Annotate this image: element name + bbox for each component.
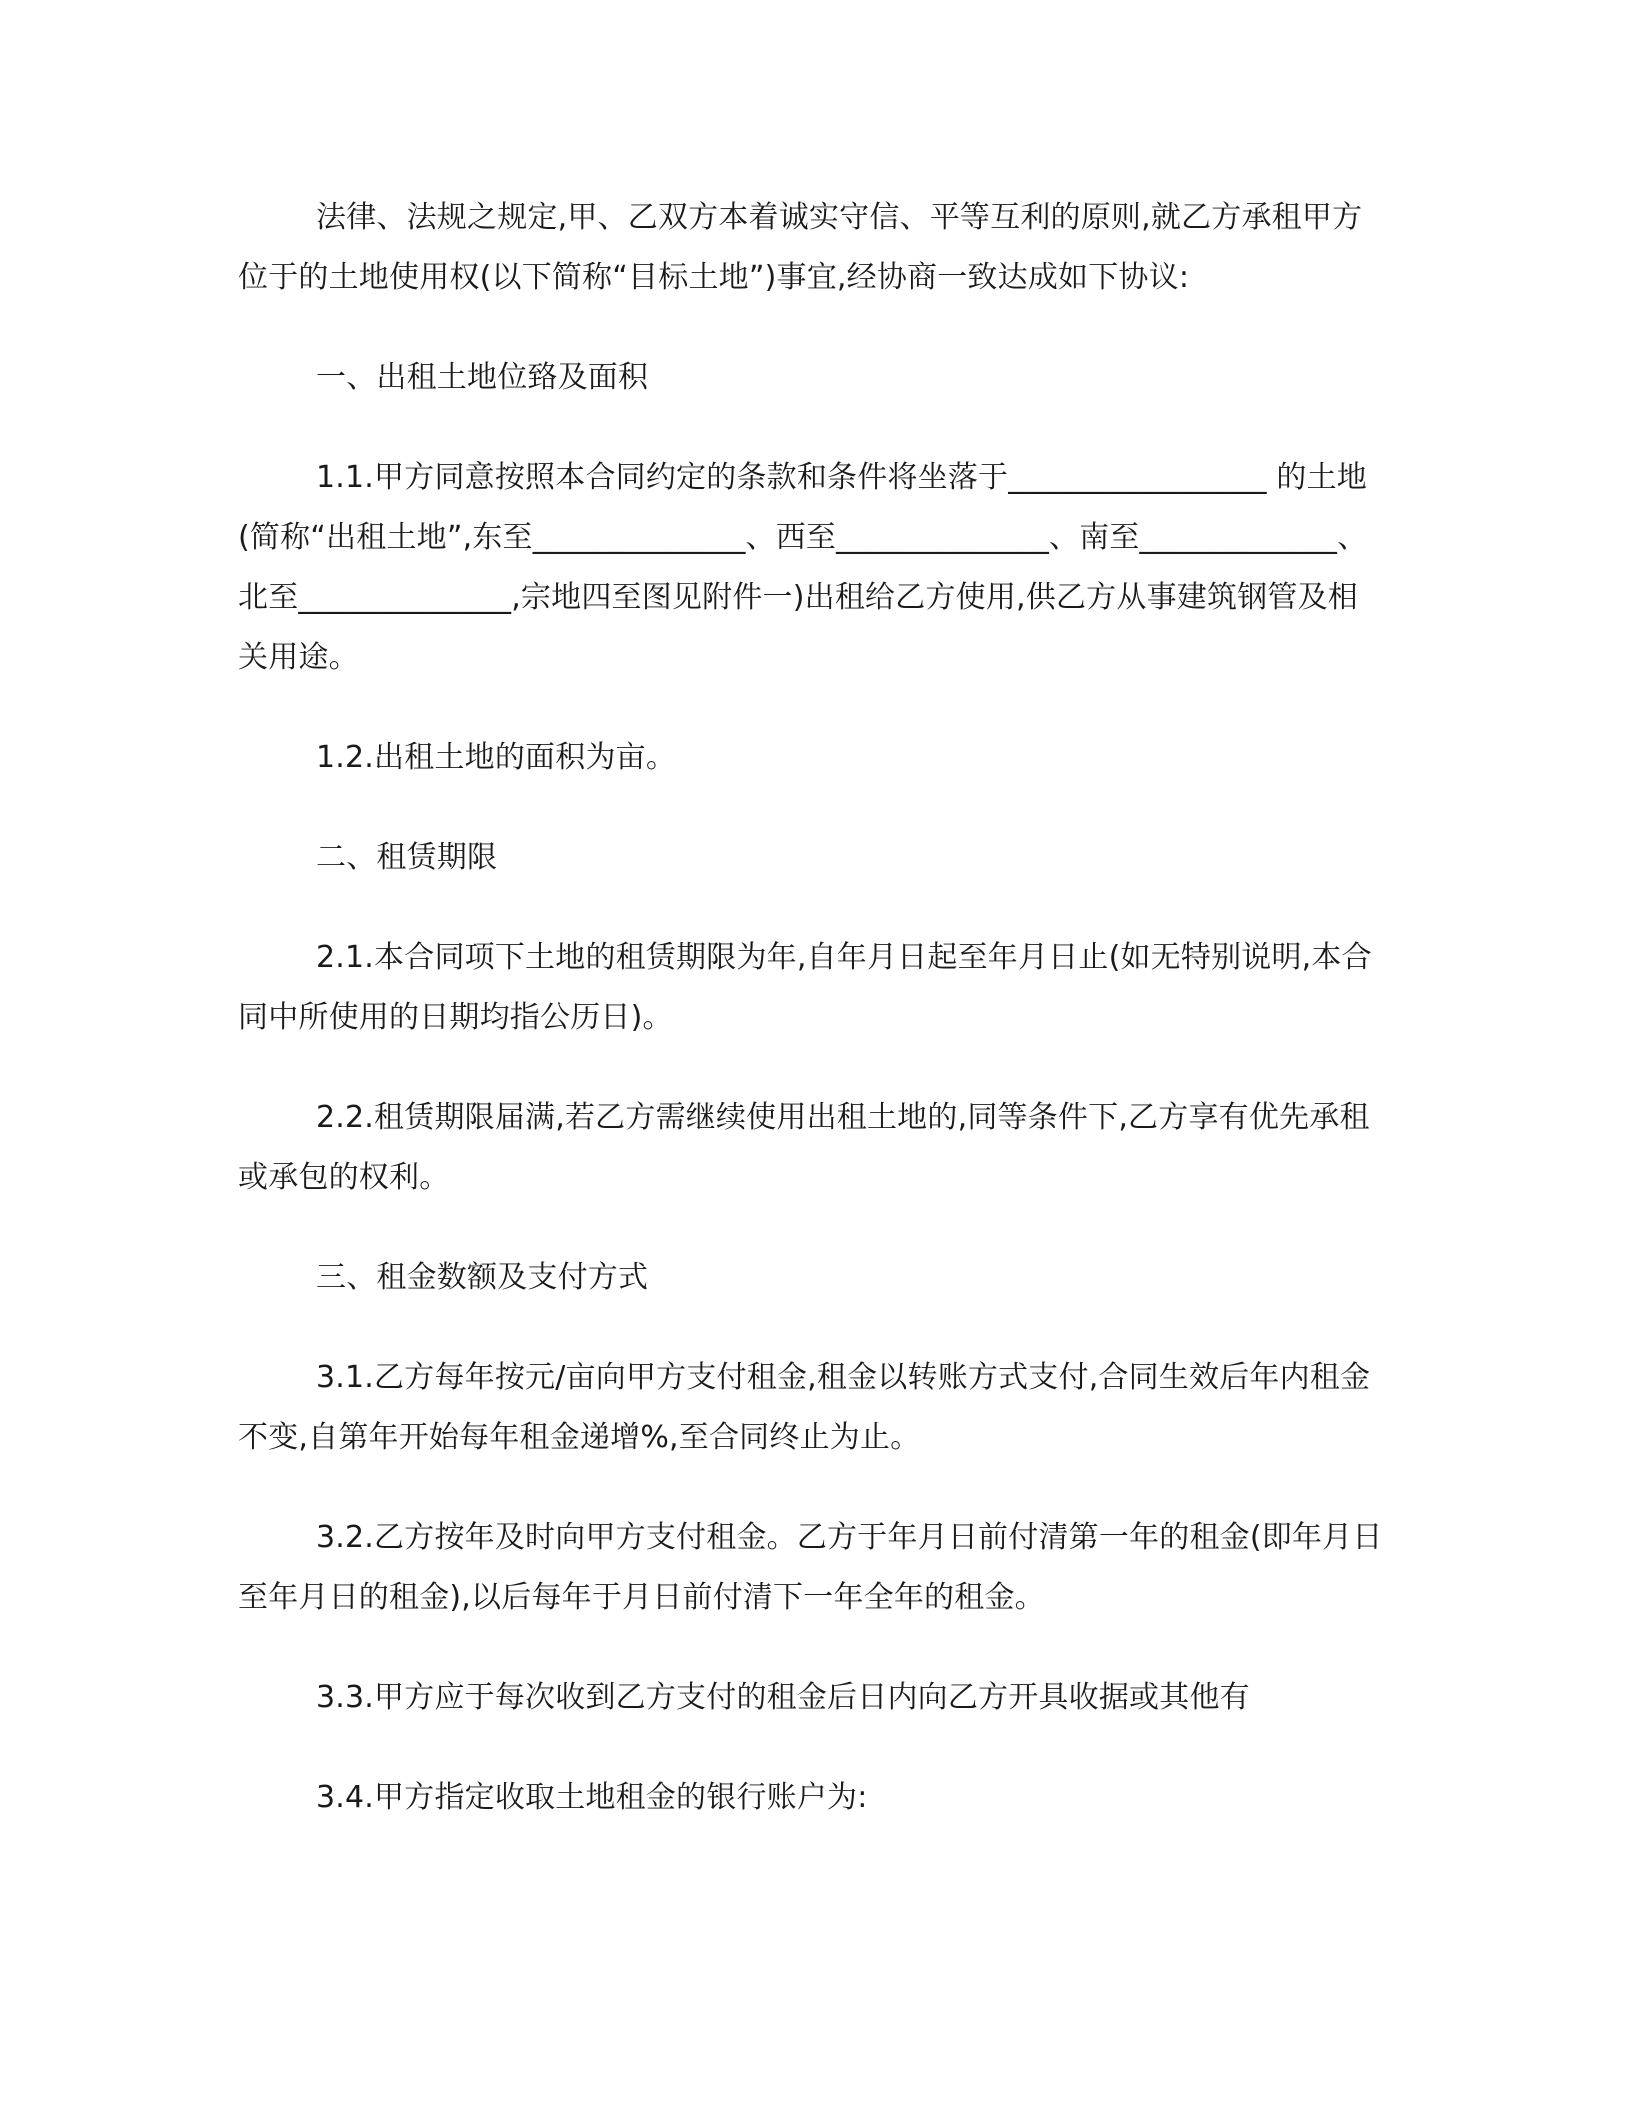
clause-2-1: 2.1.本合同项下土地的租赁期限为年,自年月日起至年月日止(如无特别说明,本合同中所使用的日期均指公历日)。 — [238, 940, 1372, 1035]
clause-2-2: 2.2.租赁期限届满,若乙方需继续使用出租土地的,同等条件下,乙方享有优先承租或承包的权利。 — [238, 1100, 1370, 1195]
clause-3-4: 3.4.甲方指定收取土地租金的银行账户为: — [316, 1780, 868, 1815]
clause-1-2: 1.2.出租土地的面积为亩。 — [316, 740, 677, 775]
clause-3-2: 3.2.乙方按年及时向甲方支付租金。乙方于年月日前付清第一年的租金(即年月日至年月日的租金),以后每年于月日前付清下一年全年的租金。 — [238, 1520, 1383, 1615]
document-body — [238, 188, 1388, 1828]
paragraph-intro: 法律、法规之规定,甲、乙双方本着诚实守信、平等互利的原则,就乙方承租甲方位于的土地使用权(以下简称“目标土地”)事宜,经协商一致达成如下协议: — [238, 200, 1363, 295]
clause-3-1: 3.1.乙方每年按元/亩向甲方支付租金,租金以转账方式支付,合同生效后年内租金不变,自第年开始每年租金递增%,至合同终止为止。 — [238, 1360, 1371, 1455]
clause-1-1: 1.1.甲方同意按照本合同约定的条款和条件将坐落于_________________ 的土地(简称“出租土地”,东至______________、西至______________、南至_____________、北至______________,宗地四至图见附件一)出租给乙方使用,供乙方从事建筑钢管及相关用途。 — [238, 460, 1368, 675]
clause-3-3: 3.3.甲方应于每次收到乙方支付的租金后日内向乙方开具收据或其他有 — [316, 1680, 1250, 1715]
section-heading-1: 一、出租土地位臵及面积 — [316, 360, 649, 395]
section-heading-3: 三、租金数额及支付方式 — [316, 1260, 649, 1295]
section-heading-2: 二、租赁期限 — [316, 840, 498, 875]
